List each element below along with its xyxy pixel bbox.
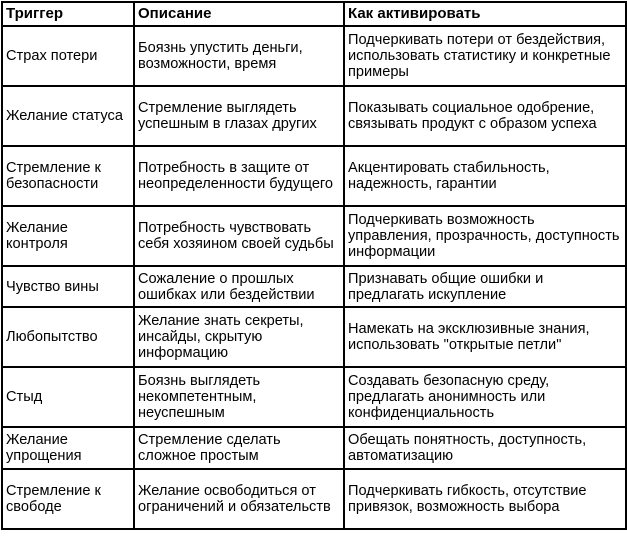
table-row [2, 469, 626, 529]
activation-cell [344, 307, 626, 367]
description-text: Желание знать секреты, инсайды, скрытую информацию [138, 313, 304, 361]
activation-cell [344, 266, 626, 307]
trigger-cell [2, 367, 134, 427]
trigger-text: Любопытство [6, 329, 98, 345]
activation-cell [344, 367, 626, 427]
trigger-cell [2, 206, 134, 266]
description-text: Желание освободиться от ограничений и обязательств [138, 483, 331, 515]
description-cell [134, 146, 344, 206]
table-row [2, 427, 626, 469]
description-text: Сожаление о прошлых ошибках или бездействии [138, 270, 315, 303]
trigger-text: Желание контроля [6, 220, 68, 252]
trigger-text: Страх потери [6, 48, 98, 64]
trigger-cell [2, 86, 134, 146]
trigger-text: Желание упрощения [6, 432, 82, 464]
activation-cell [344, 206, 626, 266]
activation-cell [344, 469, 626, 529]
table-row [2, 146, 626, 206]
activation-cell [344, 146, 626, 206]
activation-text: Намекать на эксклюзивные знания, использовать "открытые петли" [348, 321, 590, 353]
activation-text: Акцентировать стабильность, надежность, гарантии [348, 160, 550, 192]
header-trigger: Триггер [2, 2, 134, 26]
activation-text: Создавать безопасную среду, предлагать анонимность или конфиденциальность [348, 373, 550, 421]
trigger-cell [2, 146, 134, 206]
trigger-text: Чувство вины [6, 278, 99, 295]
table-row [2, 307, 626, 367]
trigger-table [1, 1, 627, 530]
table-row [2, 26, 626, 86]
description-text: Стремление сделать сложное простым [138, 432, 281, 464]
description-cell [134, 367, 344, 427]
activation-text: Подчеркивать потери от бездействия, использовать статистику и конкретные примеры [348, 32, 611, 80]
activation-cell [344, 26, 626, 86]
trigger-text: Стремление к свободе [6, 483, 101, 515]
description-cell [134, 266, 344, 307]
trigger-text: Стремление к безопасности [6, 160, 101, 192]
trigger-cell [2, 469, 134, 529]
trigger-text: Желание статуса [6, 108, 123, 124]
description-text: Боязнь выглядеть некомпетентным, неуспешным [138, 373, 261, 421]
trigger-cell [2, 307, 134, 367]
trigger-cell [2, 26, 134, 86]
trigger-text: Стыд [6, 389, 43, 405]
description-cell [134, 206, 344, 266]
table-header-row [2, 2, 626, 26]
trigger-cell [2, 266, 134, 307]
description-text: Боязнь упустить деньги, возможности, время [138, 40, 303, 72]
activation-text: Подчеркивать возможность управления, прозрачность, доступность информации [348, 212, 620, 260]
description-cell [134, 427, 344, 469]
activation-text: Обещать понятность, доступность, автоматизацию [348, 432, 587, 464]
activation-cell [344, 427, 626, 469]
table-row [2, 367, 626, 427]
header-description: Описание [134, 2, 344, 26]
description-text: Потребность чувствовать себя хозяином своей судьбы [138, 220, 334, 252]
activation-text: Признавать общие ошибки и предлагать искупление [348, 270, 544, 303]
trigger-cell [2, 427, 134, 469]
description-text: Стремление выглядеть успешным в глазах других [138, 100, 317, 132]
description-cell [134, 307, 344, 367]
description-text: Потребность в защите от неопределенности будущего [138, 160, 334, 192]
description-cell [134, 469, 344, 529]
table-row [2, 86, 626, 146]
activation-cell [344, 86, 626, 146]
table-row [2, 206, 626, 266]
header-activation: Как активировать [344, 2, 626, 26]
activation-text: Показывать социальное одобрение, связывать продукт с образом успеха [348, 100, 597, 132]
activation-text: Подчеркивать гибкость, отсутствие привязок, возможность выбора [348, 483, 587, 515]
description-cell [134, 86, 344, 146]
table-row [2, 266, 626, 307]
description-cell [134, 26, 344, 86]
